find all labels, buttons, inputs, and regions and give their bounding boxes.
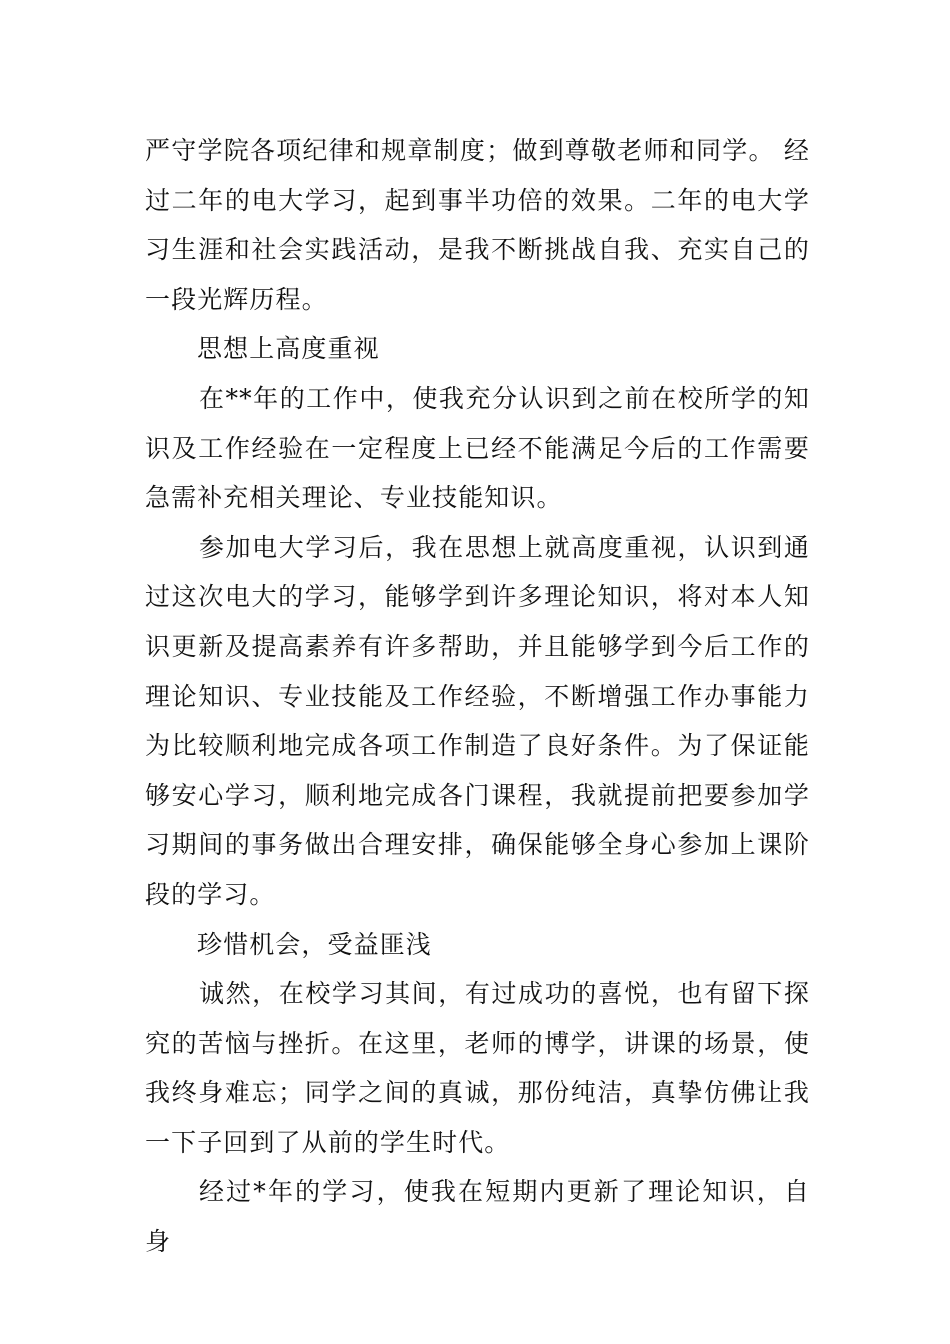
section-heading-thought: 思想上高度重视 [197, 334, 380, 364]
paragraph-study-outcome: 经过*年的学习，使我在短期内更新了理论知识，自身 [145, 1177, 810, 1257]
paragraph-study-attitude: 参加电大学习后，我在思想上就高度重视，认识到通过这次电大的学习，能够学到许多理论知识，将对本人知识更新及提高素养有许多帮助，并且能够学到今后工作的理论知识、专业技能及工作经验，不断增强工作办事能力为比较顺利地完成各项工作制造了良好条件。为了保证能够安心学习，顺利地完成各门课程，我就提前把要参加学习期间的事务做出合理安排，确保能够全身心参加上课阶段的学习。 [145, 532, 810, 909]
document-body [145, 126, 810, 1267]
section-heading-opportunity: 珍惜机会，受益匪浅 [197, 929, 432, 959]
paragraph-work-recognition: 在**年的工作中，使我充分认识到之前在校所学的知识及工作经验在一定程度上已经不能满足今后的工作需要急需补充相关理论、专业技能知识。 [145, 383, 810, 513]
paragraph-rules-summary: 严守学院各项纪律和规章制度；做到尊敬老师和同学。 经过二年的电大学习，起到事半功倍的效果。二年的电大学习生涯和社会实践活动，是我不断挑战自我、充实自己的一段光辉历程。 [145, 136, 810, 314]
paragraph-school-memories: 诚然，在校学习其间，有过成功的喜悦，也有留下探究的苦恼与挫折。在这里，老师的博学，讲课的场景，使我终身难忘；同学之间的真诚，那份纯洁，真挚仿佛让我一下子回到了从前的学生时代。 [145, 979, 810, 1157]
